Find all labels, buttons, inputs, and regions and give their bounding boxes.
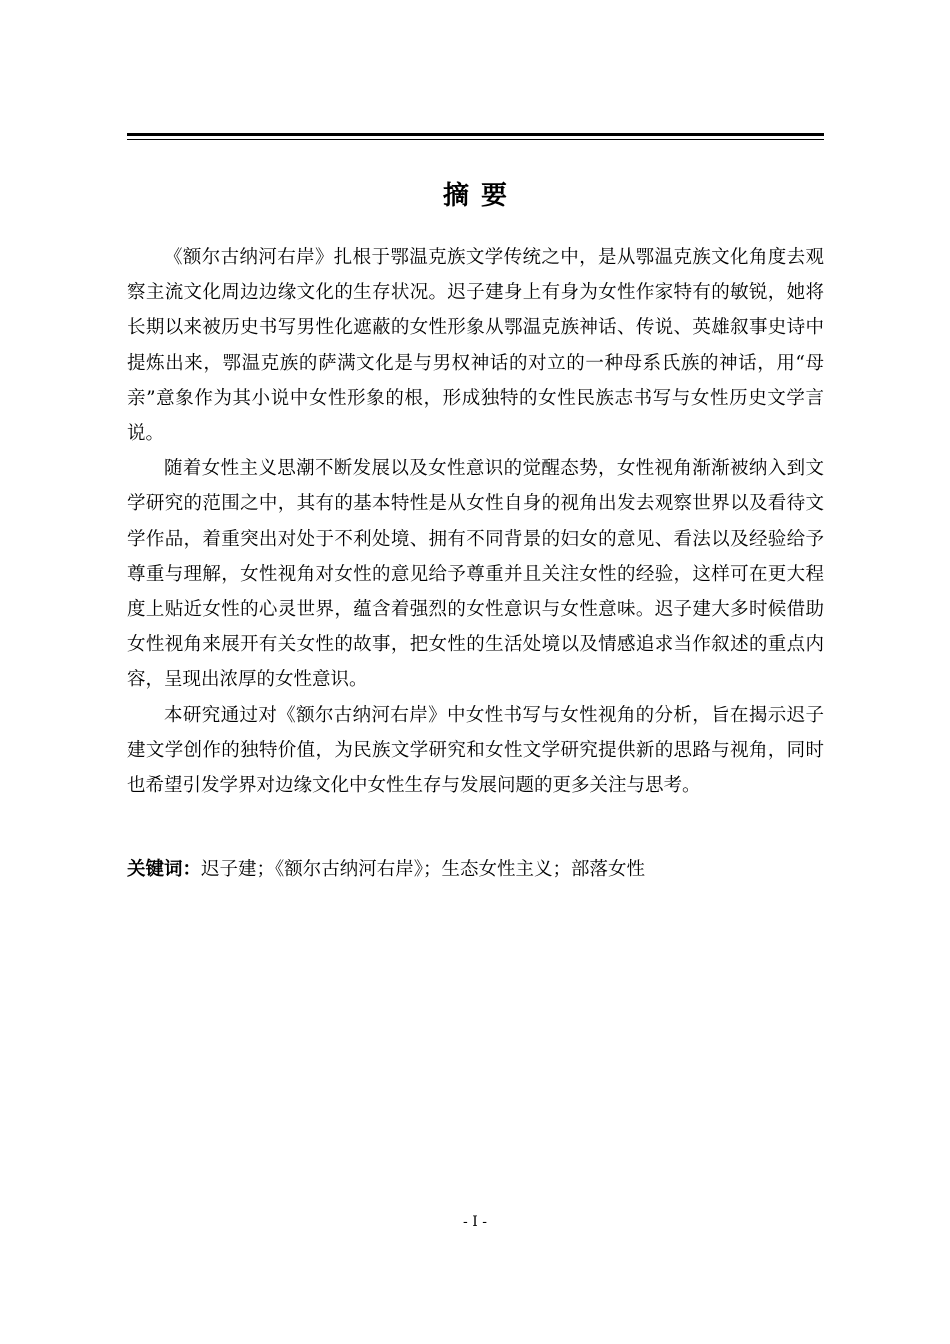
page-title: 摘要 <box>442 181 519 211</box>
keywords-text: 迟子建；《额尔古纳河右岸》；生态女性主义；部落女性 <box>201 859 646 880</box>
page-number: - I - <box>463 1214 487 1230</box>
header-rule-thick <box>127 133 824 136</box>
abstract-paragraph-3: 本研究通过对《额尔古纳河右岸》中女性书写与女性视角的分析，旨在揭示迟子建文学创作的独特价值，为民族文学研究和女性文学研究提供新的思路与视角，同时也希望引发学界对边缘文化中女性生存与发展问题的更多关注与思考。 <box>127 704 824 797</box>
header-rule-thin <box>127 139 824 140</box>
abstract-paragraph-2: 随着女性主义思潮不断发展以及女性意识的觉醒态势，女性视角渐渐被纳入到文学研究的范围之中，其有的基本特性是从女性自身的视角出发去观察世界以及看待文学作品，着重突出对处于不利处境、拥有不同背景的妇女的意见、看法以及经验给予尊重与理解，女性视角对女性的意见给予尊重并且关注女性的经验，这样可在更大程度上贴近女性的心灵世界，蕴含着强烈的女性意识与女性意味。迟子建大多时候借助女性视角来展开有关女性的故事，把女性的生活处境以及情感追求当作叙述的重点内容，呈现出浓厚的女性意识。 <box>127 458 824 691</box>
abstract-body <box>127 240 824 803</box>
keywords-label: 关键词： <box>127 859 202 880</box>
keywords-line <box>127 852 824 887</box>
abstract-paragraph-1: 《额尔古纳河右岸》扎根于鄂温克族文学传统之中，是从鄂温克族文化角度去观察主流文化周边边缘文化的生存状况。迟子建身上有身为女性作家特有的敏锐，她将长期以来被历史书写男性化遮蔽的女性形象从鄂温克族神话、传说、英雄叙事史诗中提炼出来，鄂温克族的萨满文化是与男权神话的对立的一种母系氏族的神话，用“母亲”意象作为其小说中女性形象的根，形成独特的女性民族志书写与女性历史文学言说。 <box>127 247 824 445</box>
